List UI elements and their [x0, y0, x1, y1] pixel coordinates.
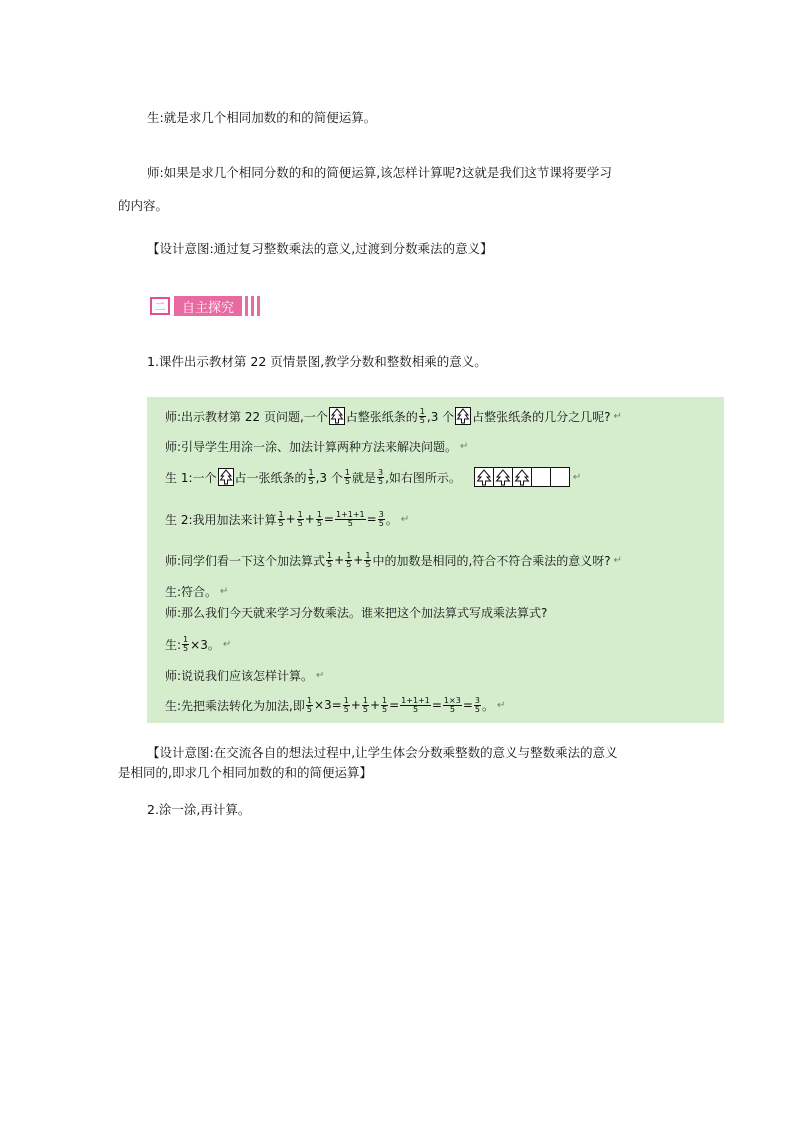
section-stripe [257, 296, 260, 316]
fraction: $\frac{1}{5}$ [183, 634, 189, 653]
box-line-9: 师:说说我们应该怎样计算。 ↵ [165, 668, 325, 683]
fraction: $\frac{1}{5}$ [306, 695, 312, 714]
paragraph-mark: ↵ [460, 440, 469, 452]
fraction: $\frac{1+1+1}{5}$ [401, 695, 430, 714]
fraction: $\frac{1}{5}$ [343, 695, 349, 714]
design-intent-2: 【设计意图:在交流各自的想法过程中,让学生体会分数乘整数的意义与整数乘法的意义 [147, 745, 618, 760]
teacher-line: 师:如果是求几个相同分数的和的简便运算,该怎样计算呢?这就是我们这节课将要学习 [147, 165, 612, 180]
paragraph-mark: ↵ [220, 585, 229, 597]
box-line-4: 生 2:我用加法来计算 $\frac{1}{5}$ + $\frac{1}{5}$ + $\frac{1}{5}$ = $\frac{1+1+1}{5}$ = $\frac{3}{5}$ 。 ↵ [165, 509, 410, 528]
fraction: $\frac{1\times 3}{5}$ [443, 695, 461, 714]
tree-icon [512, 467, 532, 487]
strip-cell-empty [531, 467, 551, 487]
paragraph-mark: ↵ [613, 410, 622, 422]
paragraph-mark: ↵ [613, 554, 623, 566]
box-line-3: 生 1:一个 占一张纸条的 $\frac{1}{5}$ ,3 个 $\frac{1}{5}$ 就是 $\frac{3}{5}$ ,如右图所示。 ↵ [165, 467, 582, 486]
fraction: $\frac{3}{5}$ [377, 467, 384, 486]
paragraph-mark: ↵ [222, 638, 232, 650]
box-line-1: 师:出示教材第 22 页问题,一个 占整张纸条的 $\frac{1}{5}$ ,3 个 占整张纸条的几分之几呢? ↵ [165, 406, 622, 425]
box-line-8: 生: $\frac{1}{5}$ ×3。 ↵ [165, 634, 232, 653]
section-stripe [245, 296, 248, 316]
fraction: $\frac{1}{5}$ [365, 550, 371, 569]
paragraph-mark: ↵ [400, 513, 410, 525]
box-line-2: 师:引导学生用涂一涂、加法计算两种方法来解决问题。 ↵ [165, 439, 469, 454]
section-header [150, 295, 260, 317]
tree-icon [493, 467, 513, 487]
fraction: $\frac{1}{5}$ [419, 406, 425, 425]
tree-icon [474, 467, 494, 487]
fraction: $\frac{3}{5}$ [474, 695, 480, 714]
paragraph-mark: ↵ [316, 669, 325, 681]
section-stripe [251, 296, 254, 316]
box-line-6: 生:符合。 ↵ [165, 584, 229, 599]
strip-cell-empty [550, 467, 570, 487]
paragraph-mark: ↵ [496, 699, 506, 711]
answer-line: 生:就是求几个相同加数的和的简便运算。 [147, 110, 377, 125]
fraction: $\frac{3}{5}$ [378, 509, 384, 528]
design-intent-1: 【设计意图:通过复习整数乘法的意义,过渡到分数乘法的意义】 [147, 241, 493, 256]
section-number: 二 [150, 297, 170, 315]
fraction: $\frac{1}{5}$ [308, 467, 314, 486]
question-2: 2.涂一涂,再计算。 [147, 802, 251, 817]
fraction: $\frac{1}{5}$ [362, 695, 368, 714]
fraction: $\frac{1}{5}$ [297, 509, 303, 528]
teacher-line-cont: 的内容。 [118, 198, 169, 213]
tree-icon [329, 407, 345, 425]
fraction: $\frac{1}{5}$ [382, 695, 388, 714]
fraction: $\frac{1}{5}$ [327, 550, 333, 569]
box-line-5: 师:同学们看一下这个加法算式 $\frac{1}{5}$ + $\frac{1}{5}$ + $\frac{1}{5}$ 中的加数是相同的,符合不符合乘法的意义呀? ↵ [165, 550, 623, 569]
fraction: $\frac{1}{5}$ [278, 509, 284, 528]
paper-strip [475, 467, 570, 487]
tree-icon [455, 407, 471, 425]
box-line-7: 师:那么我们今天就来学习分数乘法。谁来把这个加法算式写成乘法算式? [165, 605, 548, 620]
question-1: 1.课件出示教材第 22 页情景图,教学分数和整数相乘的意义。 [147, 354, 487, 369]
design-intent-2-cont: 是相同的,即求几个相同加数的和的简便运算】 [118, 765, 372, 780]
tree-icon [218, 468, 234, 486]
paragraph-mark: ↵ [572, 471, 582, 483]
fraction: $\frac{1}{5}$ [316, 509, 322, 528]
fraction: $\frac{1+1+1}{5}$ [335, 509, 365, 528]
fraction: $\frac{1}{5}$ [346, 550, 352, 569]
section-title: 自主探究 [174, 296, 242, 316]
box-line-10: 生:先把乘法转化为加法,即 $\frac{1}{5}$ ×3= $\frac{1}{5}$ + $\frac{1}{5}$ + $\frac{1}{5}$ = $\frac{1+1+1}{5}$ = $\frac{1\times 3}{5}$ = $\frac{3}{5}$ 。 ↵ [165, 695, 506, 714]
fraction: $\frac{1}{5}$ [344, 467, 350, 486]
